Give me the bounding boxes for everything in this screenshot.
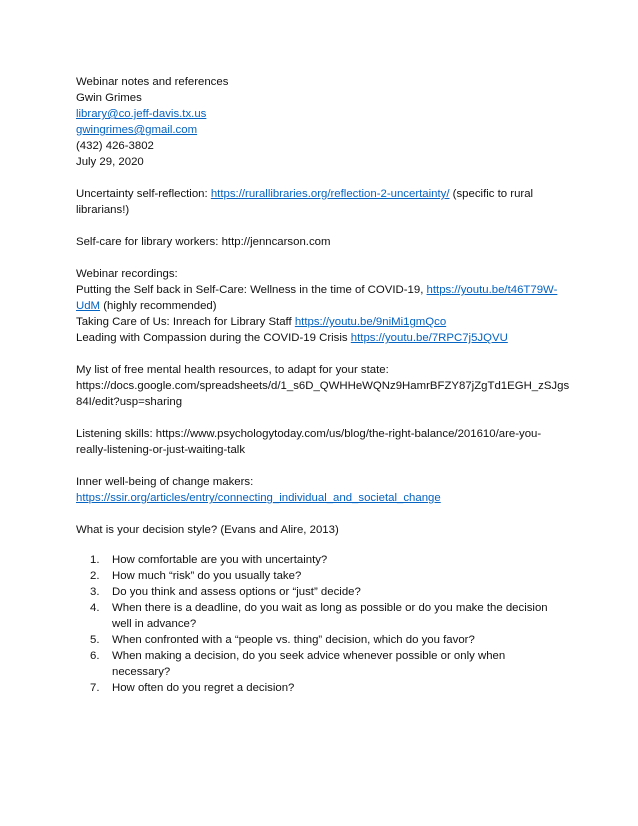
resources-url-line-2: 84I/edit?usp=sharing xyxy=(76,396,183,408)
email-link-personal[interactable]: gwingrimes@gmail.com xyxy=(76,124,198,136)
recording-item-1-link[interactable]: https://youtu.be/t46T79W- xyxy=(426,284,558,296)
list-item-text: How much “risk” do you usually take? xyxy=(112,570,302,582)
list-item-number: 4. xyxy=(90,602,100,614)
phone-number: (432) 426-3802 xyxy=(76,140,154,152)
recording-item-1-title: Putting the Self back in Self-Care: Wellness in the time of COVID-19, xyxy=(76,284,427,296)
list-item-text: When there is a deadline, do you wait as long as possible or do you make the decision xyxy=(112,602,548,614)
list-item-text: How comfortable are you with uncertainty? xyxy=(112,554,328,566)
list-item-text-continued: well in advance? xyxy=(112,618,197,630)
recording-item-3-link[interactable]: https://youtu.be/7RPC7j5JQVU xyxy=(350,332,508,344)
decision-questions-list xyxy=(76,552,576,696)
list-item xyxy=(90,648,576,680)
recording-item-3-title: Leading with Compassion during the COVID-19 Crisis xyxy=(76,332,351,344)
list-item xyxy=(90,680,576,696)
recordings-heading: Webinar recordings: xyxy=(76,268,178,280)
listening-line-2: really-listening-or-just-waiting-talk xyxy=(76,444,246,456)
list-item-number: 6. xyxy=(90,650,100,662)
list-item-text: When confronted with a “people vs. thing” decision, which do you favor? xyxy=(112,634,475,646)
document-date: July 29, 2020 xyxy=(76,156,144,168)
resources-heading: My list of free mental health resources, to adapt for your state: xyxy=(76,364,389,376)
uncertainty-line xyxy=(76,186,576,202)
uncertainty-note-continued: librarians!) xyxy=(76,204,130,216)
list-item-text-continued: necessary? xyxy=(112,666,171,678)
recording-item-1-note: (highly recommended) xyxy=(100,300,217,312)
recording-item-2-title: Taking Care of Us: Inreach for Library Staff xyxy=(76,316,295,328)
recording-item-3 xyxy=(76,330,576,346)
recording-item-2 xyxy=(76,314,576,330)
recording-item-2-link[interactable]: https://youtu.be/9niMi1gmQco xyxy=(294,316,447,328)
list-item xyxy=(90,600,576,632)
document-page xyxy=(76,74,576,696)
wellbeing-heading: Inner well-being of change makers: xyxy=(76,476,254,488)
author-name: Gwin Grimes xyxy=(76,92,142,104)
list-item-number: 2. xyxy=(90,570,100,582)
wellbeing-link[interactable]: https://ssir.org/articles/entry/connecting_individual_and_societal_change xyxy=(76,492,441,504)
list-item-number: 1. xyxy=(90,554,100,566)
list-item xyxy=(90,552,576,568)
selfcare-line: Self-care for library workers: http://jenncarson.com xyxy=(76,236,331,248)
list-item-number: 7. xyxy=(90,682,100,694)
list-item-text: Do you think and assess options or “just” decide? xyxy=(112,586,361,598)
list-item xyxy=(90,632,576,648)
list-item-number: 5. xyxy=(90,634,100,646)
email-link-library[interactable]: library@co.jeff-davis.tx.us xyxy=(76,108,207,120)
list-item-number: 3. xyxy=(90,586,100,598)
uncertainty-note: (specific to rural xyxy=(449,188,534,200)
list-item-text: When making a decision, do you seek advice whenever possible or only when xyxy=(112,650,506,662)
list-item xyxy=(90,568,576,584)
recording-item-1-continued xyxy=(76,298,576,314)
list-item xyxy=(90,584,576,600)
decision-heading: What is your decision style? (Evans and Alire, 2013) xyxy=(76,524,339,536)
listening-line-1: Listening skills: https://www.psychologytoday.com/us/blog/the-right-balance/201610/are-you- xyxy=(76,428,542,440)
uncertainty-link[interactable]: https://rurallibraries.org/reflection-2-uncertainty/ xyxy=(210,188,450,200)
recording-item-1-link-continued[interactable]: UdM xyxy=(76,300,101,312)
resources-url-line-1: https://docs.google.com/spreadsheets/d/1_s6D_QWHHeWQNz9HamrBFZY87jZgTd1EGH_zSJgs xyxy=(76,380,570,392)
document-title: Webinar notes and references xyxy=(76,76,229,88)
list-item-text: How often do you regret a decision? xyxy=(112,682,295,694)
uncertainty-label: Uncertainty self-reflection: xyxy=(76,188,211,200)
recording-item-1 xyxy=(76,282,576,298)
